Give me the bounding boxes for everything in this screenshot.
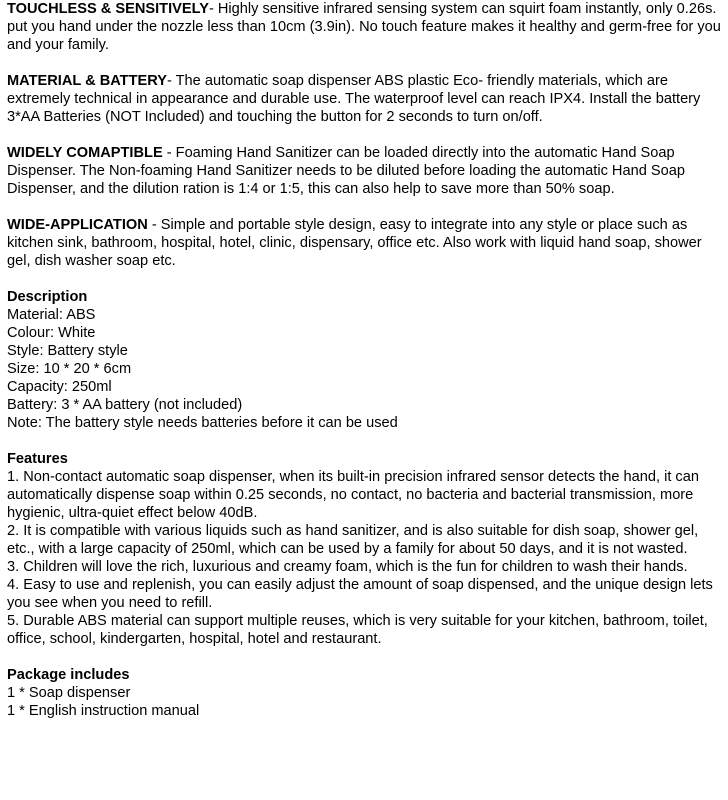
paragraph-heading: WIDELY COMAPTIBLE [7,145,163,161]
paragraph-application [7,216,722,270]
paragraph-body: - Foaming Hand Sanitizer can be loaded directly into the automatic Hand Soap Dispenser. The Non-foaming Hand Sanitizer needs to be diluted before loading the automatic Hand Soap Dispenser, and the dilution ration is 1:4 or 1:5, this can also help to save more than 50% soap. [7,145,685,197]
paragraph-touchless [7,0,722,54]
features-section [7,450,722,648]
features-title: Features [7,451,68,467]
feature-item: 1. Non-contact automatic soap dispenser, when its built-in precision infrared sensor detects the hand, it can automatically dispense soap within 0.25 seconds, no contact, no bacteria and bacterial transmission, more hygienic, ultra-quiet effect below 40dB. [7,469,699,521]
description-section [7,288,722,432]
description-line: Size: 10 * 20 * 6cm [7,361,132,377]
description-line: Capacity: 250ml [7,379,112,395]
description-line: Material: ABS [7,307,96,323]
description-title: Description [7,289,88,305]
package-section [7,666,722,720]
feature-item: 4. Easy to use and replenish, you can easily adjust the amount of soap dispensed, and the unique design lets you see when you need to refill. [7,577,713,611]
paragraph-body: - Simple and portable style design, easy to integrate into any style or place such as kitchen sink, bathroom, hospital, hotel, clinic, dispensary, office etc. Also work with liquid hand soap, shower gel, dish washer soap etc. [7,217,702,269]
paragraph-heading: MATERIAL & BATTERY [7,73,167,89]
feature-item: 2. It is compatible with various liquids such as hand sanitizer, and is also suitable for dish soap, shower gel, etc., with a large capacity of 250ml, which can be used by a family for about 50 days, and it is not wasted. [7,523,699,557]
description-line: Note: The battery style needs batteries before it can be used [7,415,398,431]
description-line: Style: Battery style [7,343,128,359]
paragraph-body: - Highly sensitive infrared sensing system can squirt foam instantly, only 0.26s. put you hand under the nozzle less than 10cm (3.9in). No touch feature makes it healthy and germ-free for you and your family. [7,1,721,53]
paragraph-heading: WIDE-APPLICATION [7,217,148,233]
paragraph-material-battery [7,72,722,126]
package-title: Package includes [7,667,130,683]
paragraph-heading: TOUCHLESS & SENSITIVELY [7,1,209,17]
feature-item: 3. Children will love the rich, luxurious and creamy foam, which is the fun for children to wash their hands. [7,559,688,575]
description-line: Battery: 3 * AA battery (not included) [7,397,243,413]
package-line: 1 * English instruction manual [7,703,200,719]
paragraph-body: - The automatic soap dispenser ABS plastic Eco- friendly materials, which are extremely technical in appearance and durable use. The waterproof level can reach IPX4. Install the battery 3*AA Batteries (NOT Included) and touching the button for 2 seconds to turn on/off. [7,73,701,125]
feature-item: 5. Durable ABS material can support multiple reuses, which is very suitable for your kitchen, bathroom, toilet, office, school, kindergarten, hospital, hotel and restaurant. [7,613,708,647]
package-line: 1 * Soap dispenser [7,685,131,701]
paragraph-compatible [7,144,722,198]
description-line: Colour: White [7,325,96,341]
